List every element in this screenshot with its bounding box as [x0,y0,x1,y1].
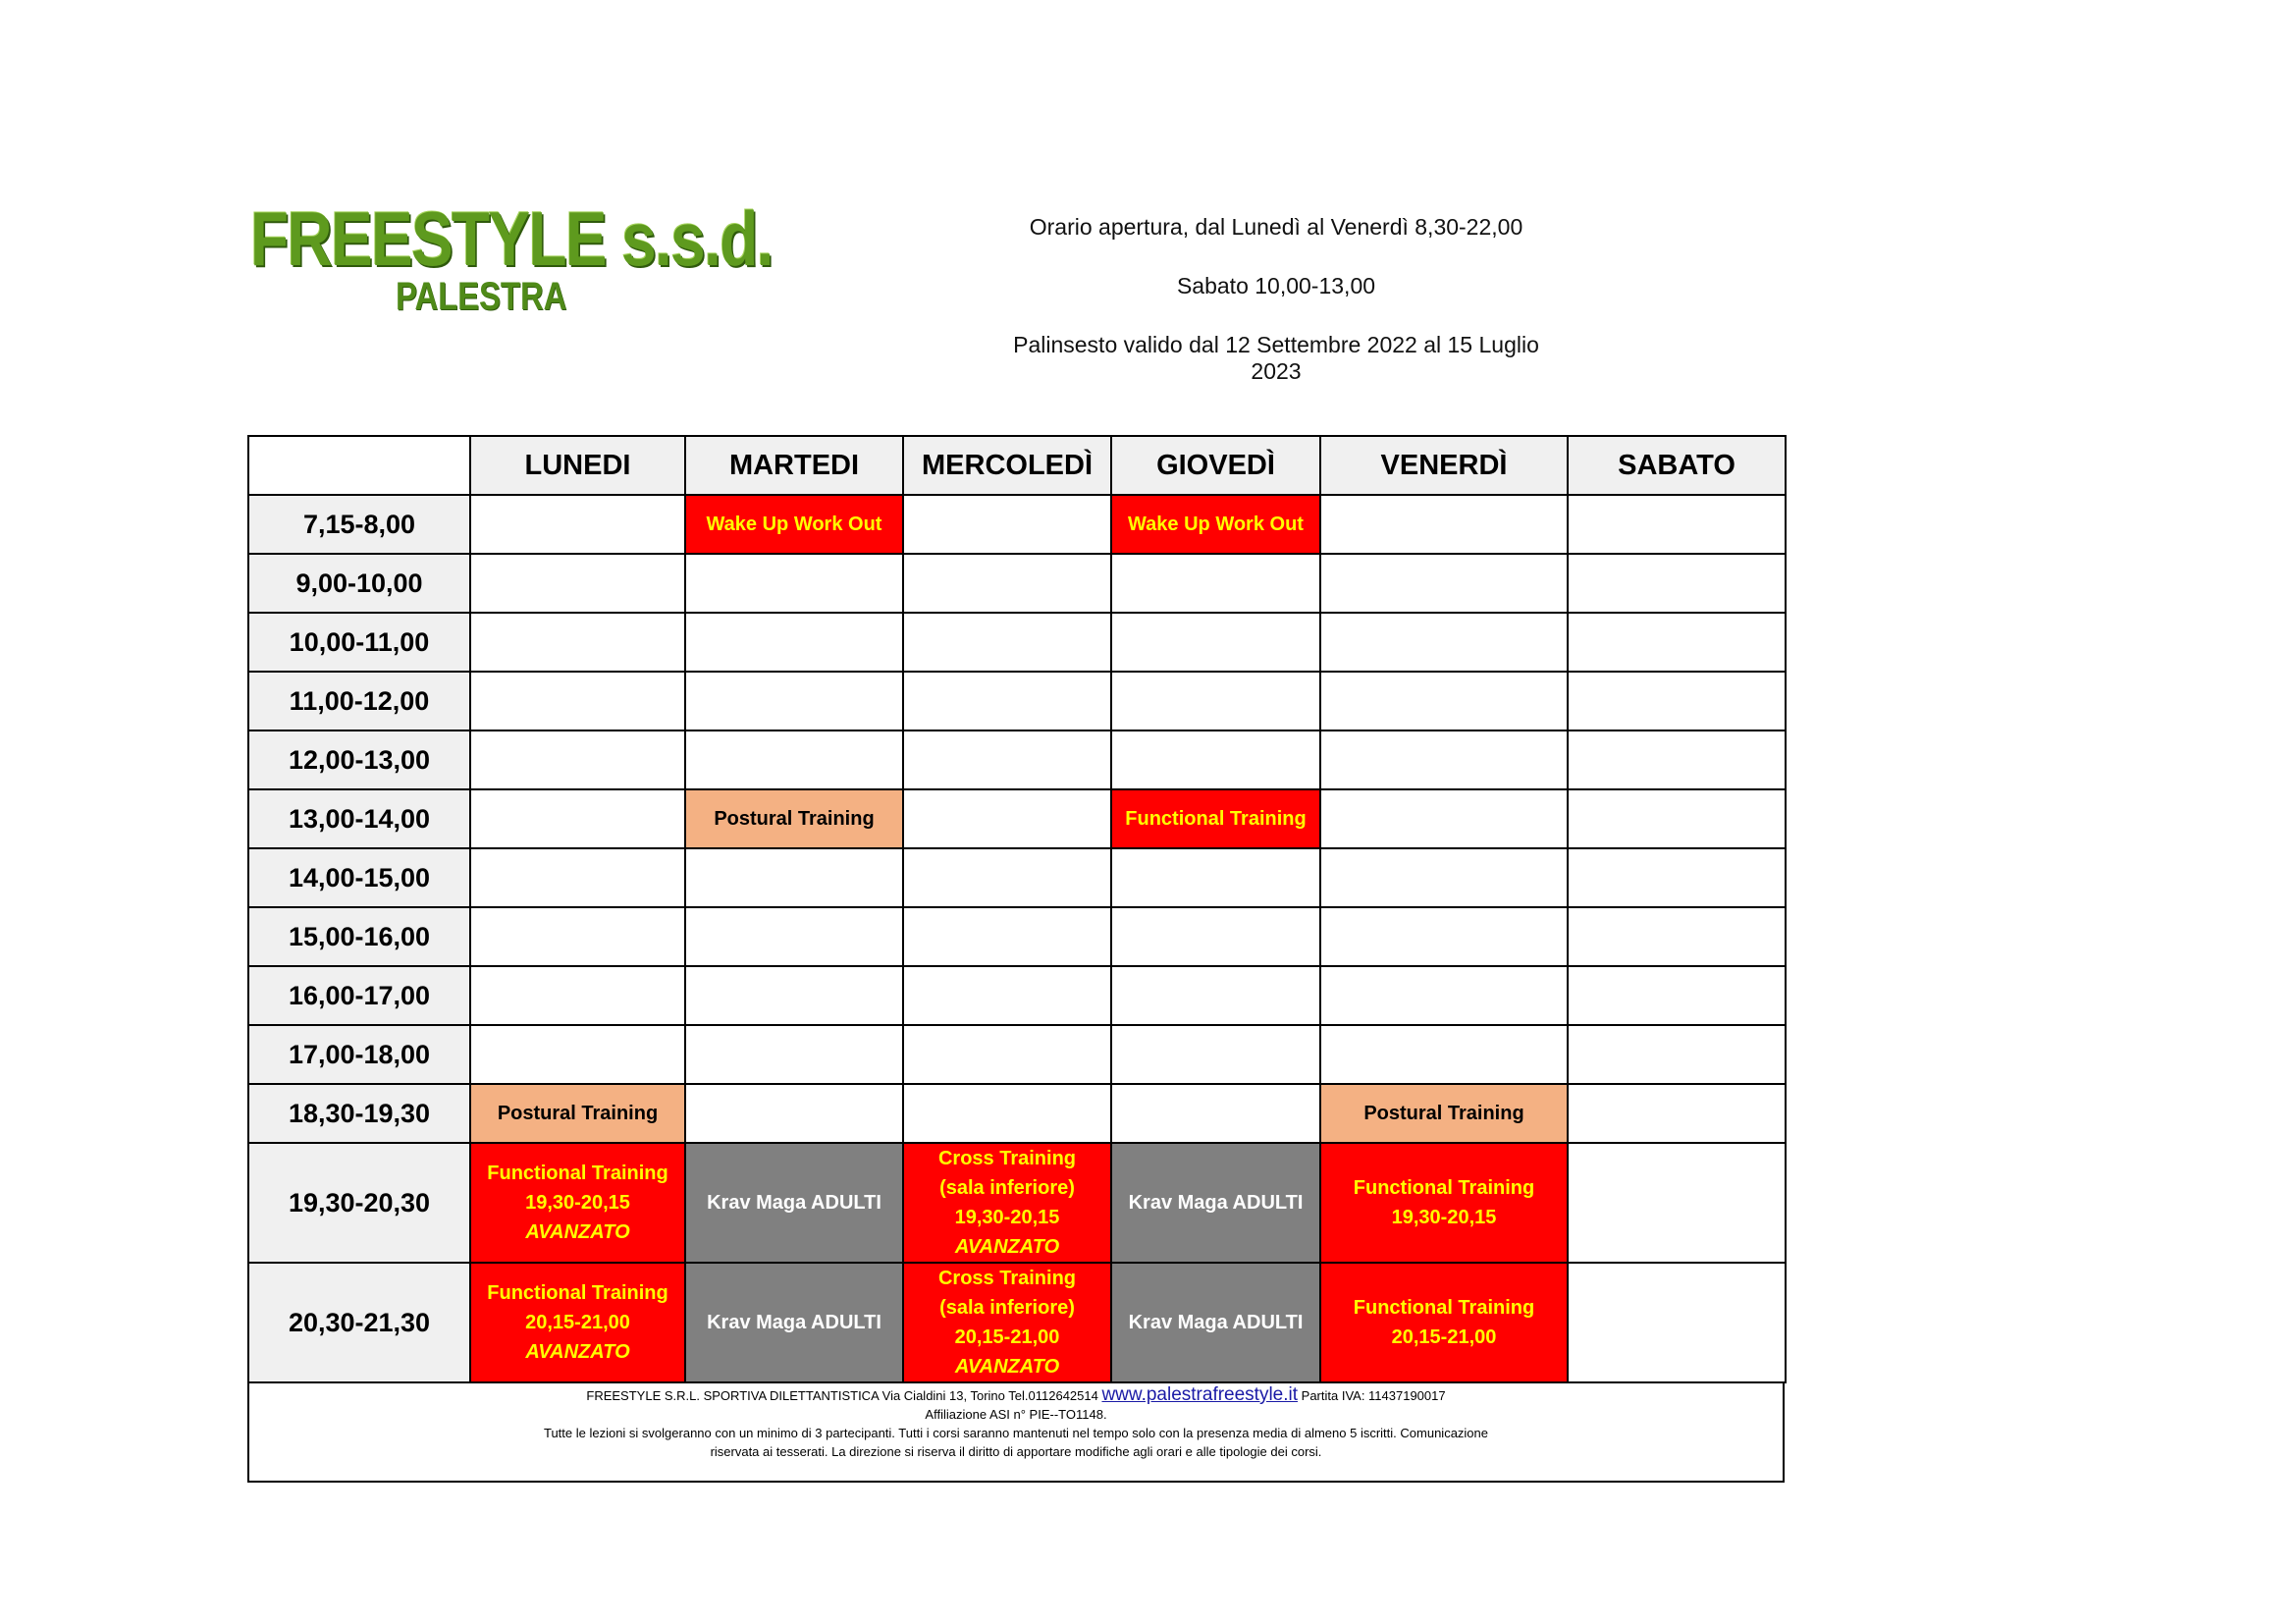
schedule-row [248,554,1786,613]
empty-class-cell [903,848,1111,907]
empty-class-cell [685,613,903,672]
empty-class-cell [1111,848,1320,907]
schedule-row [248,966,1786,1025]
empty-class-cell [685,1084,903,1143]
empty-class-cell [1568,495,1786,554]
class-cell [1320,1084,1568,1143]
empty-class-cell [1320,907,1568,966]
footer-company: FREESTYLE S.R.L. SPORTIVA DILETTANTISTICA Via Cialdini 13, Torino Tel.0112642514 [586,1388,1102,1403]
empty-class-cell [1320,495,1568,554]
footer-notice-2: riservata ai tesserati. La direzione si riserva il diritto di apportare modifiche agli orari e alle tipologie dei corsi. [710,1444,1322,1459]
level-label: AVANZATO [525,1221,630,1243]
schedule-row [248,1025,1786,1084]
class-cell [685,495,903,554]
time-slot: 7,15-8,00 [248,495,470,554]
day-header: VENERDÌ [1320,436,1568,495]
empty-class-cell [470,495,685,554]
empty-class-cell [1568,613,1786,672]
empty-class-cell [685,1025,903,1084]
empty-class-cell [1320,613,1568,672]
class-line: Krav Maga ADULTI [1128,1312,1304,1333]
class-line: Functional Training [487,1282,668,1304]
header-corner [248,436,470,495]
empty-class-cell [685,907,903,966]
empty-class-cell [685,554,903,613]
empty-class-cell [470,672,685,730]
time-slot: 12,00-13,00 [248,730,470,789]
empty-class-cell [470,1025,685,1084]
empty-class-cell [1111,1025,1320,1084]
class-cell [903,1143,1111,1263]
time-slot: 17,00-18,00 [248,1025,470,1084]
empty-class-cell [685,730,903,789]
class-line: 20,15-21,00 [1391,1326,1497,1348]
class-line: (sala inferiore) [939,1177,1075,1199]
empty-class-cell [470,848,685,907]
level-label: AVANZATO [525,1341,630,1363]
class-cell [1111,789,1320,848]
logo-main-text: FREESTYLE s.s.d. [250,195,773,282]
schedule-row [248,907,1786,966]
empty-class-cell [903,672,1111,730]
empty-class-cell [1111,1084,1320,1143]
class-line: Functional Training [1125,808,1307,830]
class-line: Krav Maga ADULTI [707,1192,881,1214]
time-slot: 10,00-11,00 [248,613,470,672]
empty-class-cell [903,613,1111,672]
empty-class-cell [1568,907,1786,966]
class-cell [685,789,903,848]
empty-class-cell [1568,554,1786,613]
opening-hours: Orario apertura, dal Lunedì al Venerdì 8,30-22,00 [1029,214,1523,240]
empty-class-cell [903,907,1111,966]
level-label: AVANZATO [954,1356,1060,1378]
empty-class-cell [1568,848,1786,907]
empty-class-cell [470,554,685,613]
schedule-row [248,613,1786,672]
time-slot: 9,00-10,00 [248,554,470,613]
empty-class-cell [1111,730,1320,789]
class-cell [1320,1143,1568,1263]
class-line: 19,30-20,15 [954,1207,1060,1228]
day-header: LUNEDI [470,436,685,495]
empty-class-cell [470,730,685,789]
class-cell [470,1084,685,1143]
footer-vat: Partita IVA: 11437190017 [1298,1388,1446,1403]
header-row [248,436,1786,495]
empty-class-cell [470,907,685,966]
class-line: Wake Up Work Out [1128,514,1304,535]
schedule-row [248,1084,1786,1143]
empty-class-cell [1568,730,1786,789]
empty-class-cell [903,1025,1111,1084]
schedule-table [247,435,1787,1383]
schedule-row [248,672,1786,730]
empty-class-cell [1111,613,1320,672]
empty-class-cell [1111,672,1320,730]
class-line: (sala inferiore) [939,1297,1075,1319]
footer-affiliation: Affiliazione ASI n° PIE--TO1148. [925,1407,1107,1422]
saturday-hours: Sabato 10,00-13,00 [1176,273,1376,298]
schedule-row [248,789,1786,848]
empty-class-cell [903,1084,1111,1143]
empty-class-cell [1320,554,1568,613]
empty-class-cell [1320,672,1568,730]
empty-class-cell [1320,1025,1568,1084]
footer-notice-1: Tutte le lezioni si svolgeranno con un minimo di 3 partecipanti. Tutti i corsi saranno mantenuti nel tempo solo con la presenza media di almeno 5 iscritti. Comunicazione [543,1426,1488,1440]
footer [247,1383,1785,1483]
empty-class-cell [1568,966,1786,1025]
class-line: Cross Training [937,1148,1077,1169]
class-cell [1111,1263,1320,1382]
day-header: GIOVEDÌ [1111,436,1320,495]
empty-class-cell [470,966,685,1025]
empty-class-cell [1568,1263,1786,1382]
website-link[interactable]: www.palestrafreestyle.it [1101,1384,1299,1405]
empty-class-cell [1568,789,1786,848]
class-cell [1111,1143,1320,1263]
empty-class-cell [470,789,685,848]
class-cell [1320,1263,1568,1382]
empty-class-cell [1320,966,1568,1025]
class-cell [1111,495,1320,554]
empty-class-cell [685,966,903,1025]
schedule-row [248,730,1786,789]
empty-class-cell [903,966,1111,1025]
class-line: Postural Training [1363,1103,1524,1124]
empty-class-cell [903,495,1111,554]
time-slot: 18,30-19,30 [248,1084,470,1143]
time-slot: 13,00-14,00 [248,789,470,848]
empty-class-cell [1320,848,1568,907]
day-header: SABATO [1568,436,1786,495]
class-line: Functional Training [487,1163,668,1184]
empty-class-cell [1568,1025,1786,1084]
class-cell [470,1143,685,1263]
time-slot: 11,00-12,00 [248,672,470,730]
level-label: AVANZATO [954,1236,1060,1258]
class-line: Krav Maga ADULTI [707,1312,881,1333]
day-header: MARTEDI [685,436,903,495]
class-cell [685,1263,903,1382]
class-line: Functional Training [1353,1297,1535,1319]
schedule-body [248,495,1786,1382]
empty-class-cell [1568,672,1786,730]
schedule-row [248,495,1786,554]
empty-class-cell [470,613,685,672]
time-slot: 14,00-15,00 [248,848,470,907]
class-line: Functional Training [1353,1177,1535,1199]
schedule-row [248,1263,1786,1382]
time-slot: 19,30-20,30 [248,1143,470,1263]
class-cell [685,1143,903,1263]
class-line: 20,15-21,00 [954,1326,1060,1348]
footer-line1 [249,1385,1783,1405]
empty-class-cell [1320,789,1568,848]
schedule-validity: Palinsesto valido dal 12 Settembre 2022 al 15 Luglio 2023 [1013,332,1539,384]
time-slot: 16,00-17,00 [248,966,470,1025]
class-cell [903,1263,1111,1382]
class-line: 20,15-21,00 [525,1312,630,1333]
class-line: Postural Training [497,1103,659,1124]
class-line: 19,30-20,15 [1391,1207,1497,1228]
empty-class-cell [685,672,903,730]
empty-class-cell [903,789,1111,848]
day-header: MERCOLEDÌ [903,436,1111,495]
time-slot: 20,30-21,30 [248,1263,470,1382]
class-cell [470,1263,685,1382]
class-line: 19,30-20,15 [525,1192,630,1214]
empty-class-cell [903,554,1111,613]
empty-class-cell [1568,1084,1786,1143]
time-slot: 15,00-16,00 [248,907,470,966]
schedule-row [248,1143,1786,1263]
empty-class-cell [1568,1143,1786,1263]
class-line: Wake Up Work Out [706,514,882,535]
empty-class-cell [1111,907,1320,966]
schedule-row [248,848,1786,907]
empty-class-cell [1111,554,1320,613]
empty-class-cell [685,848,903,907]
logo-sub-text: PALESTRA [396,275,567,318]
class-line: Cross Training [937,1268,1077,1289]
logo [250,194,773,322]
class-line: Postural Training [714,808,875,830]
empty-class-cell [1111,966,1320,1025]
class-line: Krav Maga ADULTI [1128,1192,1304,1214]
empty-class-cell [1320,730,1568,789]
empty-class-cell [903,730,1111,789]
